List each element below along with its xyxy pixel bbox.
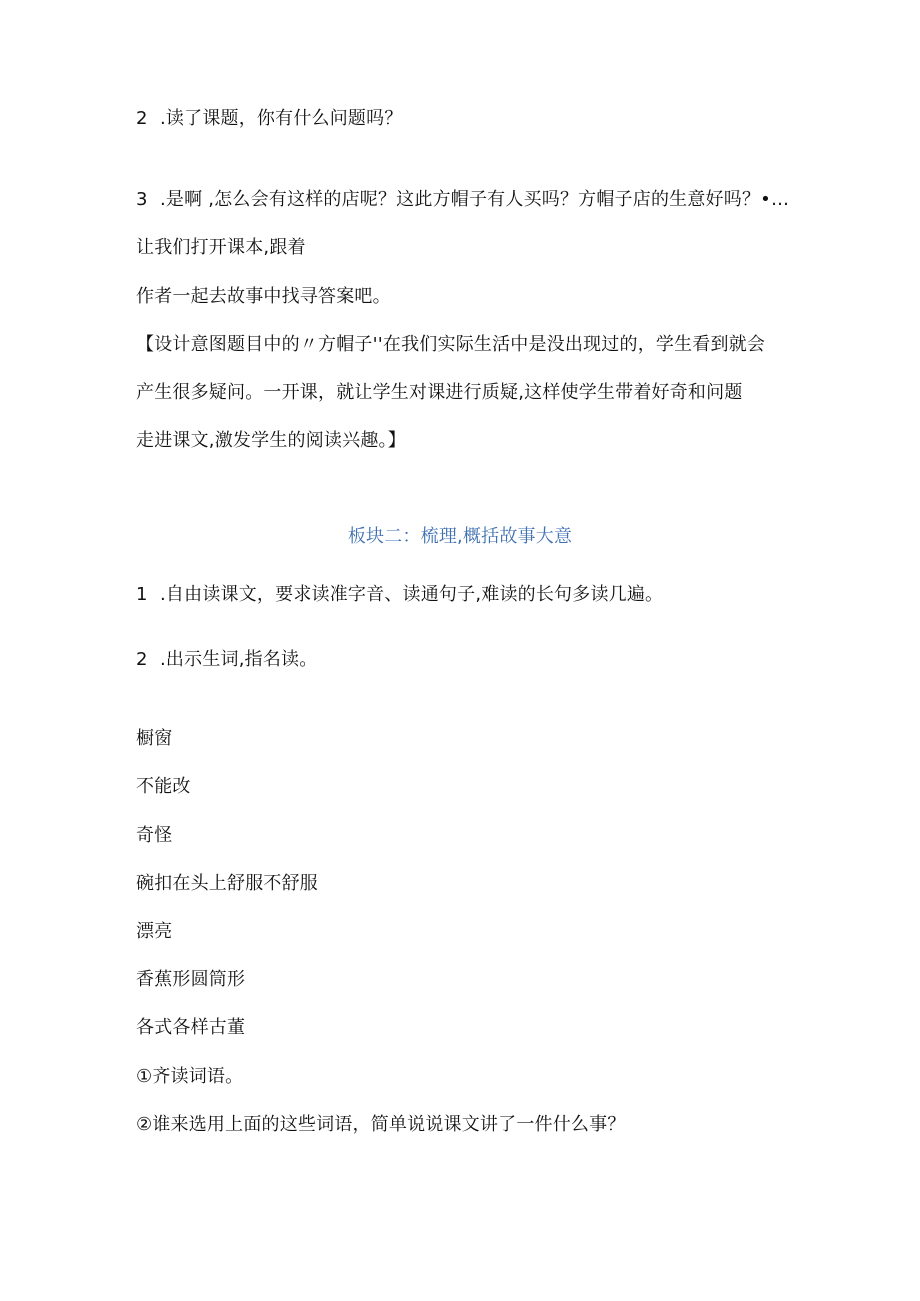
design-intent-line-3: 走进课文,激发学生的阅读兴趣。】	[136, 430, 406, 451]
question-3-continuation-2: 作者一起去故事中找寻答案吧。	[136, 286, 391, 307]
vocab-word: 各式各样古董	[136, 1017, 246, 1038]
question-3-continuation-1: 让我们打开课本,跟着	[136, 237, 306, 258]
question-number: 1	[136, 584, 148, 605]
question-text: .读了课题，你有什么问题吗？	[160, 108, 403, 129]
question-2-read-title	[136, 107, 403, 131]
section-heading-block-2: 板块二：梳理,概括故事大意	[347, 526, 573, 547]
vocab-word: 橱窗	[136, 728, 173, 749]
vocab-word: 香蕉形圆筒形	[136, 969, 246, 990]
question-number: 2	[136, 649, 148, 670]
block2-question-1	[136, 583, 663, 607]
question-3-why-shop	[136, 188, 789, 212]
design-intent-line-1: 【设计意图题目中的〃方帽子''在我们实际生活中是没出现过的，学生看到就会	[136, 334, 766, 355]
question-text: .出示生词,指名读。	[160, 649, 318, 670]
question-text: .自由读课文，要求读准字音、读通句子,难读的长句多读几遍。	[160, 584, 664, 605]
question-number: 2	[136, 108, 148, 129]
design-intent-line-2: 产生很多疑问。一开课，就让学生对课进行质疑,这样使学生带着好奇和问题	[136, 382, 743, 403]
question-number: 3	[136, 189, 148, 210]
vocab-word: 奇怪	[136, 825, 173, 846]
step-summarize-story: ②谁来选用上面的这些词语，简单说说课文讲了一件什么事？	[136, 1114, 626, 1135]
step-read-together: ①齐读词语。	[136, 1066, 244, 1087]
block2-question-2	[136, 648, 317, 672]
vocab-word: 不能改	[136, 776, 191, 797]
vocab-word: 漂亮	[136, 921, 173, 942]
question-text: .是啊 ,怎么会有这样的店呢？这此方帽子有人买吗？方帽子店的生意好吗？•…	[160, 189, 790, 210]
vocab-word: 碗扣在头上舒服不舒服	[136, 873, 318, 894]
